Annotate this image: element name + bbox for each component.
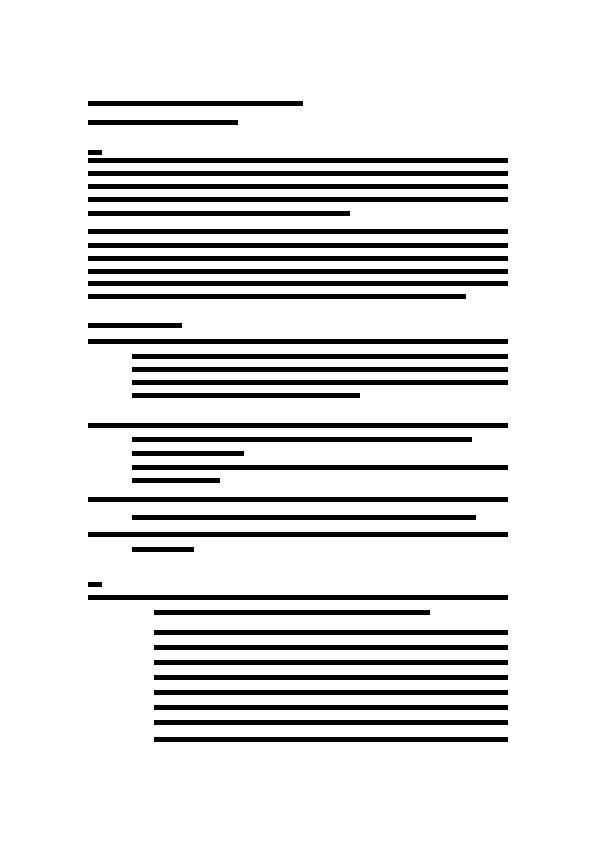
list-item-line — [132, 515, 476, 520]
text-line — [88, 211, 350, 216]
section-3 — [88, 582, 508, 742]
text-line — [154, 737, 508, 742]
section-heading — [88, 323, 182, 328]
text-line — [154, 610, 430, 615]
list-item-line — [132, 451, 244, 456]
text-line — [88, 269, 508, 274]
list-item-line — [88, 423, 508, 428]
list-item-line — [132, 547, 194, 552]
text-line — [88, 294, 466, 299]
list-item-line — [132, 437, 472, 442]
section-heading — [88, 582, 102, 587]
text-line — [154, 690, 508, 695]
text-line — [88, 197, 508, 202]
list-item-line — [132, 393, 360, 398]
header-block — [88, 101, 303, 125]
text-line — [154, 660, 508, 665]
list-item-line — [132, 465, 508, 470]
header-line — [88, 101, 303, 106]
list-item-line — [132, 367, 508, 372]
text-line — [88, 171, 508, 176]
text-line — [88, 595, 508, 600]
section-2 — [88, 323, 508, 552]
text-line — [154, 645, 508, 650]
section-1 — [88, 150, 508, 299]
section-heading — [88, 150, 102, 155]
list-item-line — [132, 380, 508, 385]
text-line — [154, 720, 508, 725]
list-item-line — [88, 497, 508, 502]
text-line — [88, 158, 508, 163]
text-line — [88, 229, 508, 234]
header-line — [88, 120, 238, 125]
list-item-line — [132, 354, 508, 359]
text-line — [88, 184, 508, 189]
text-line — [88, 256, 508, 261]
text-line — [154, 630, 508, 635]
text-line — [88, 243, 508, 248]
text-line — [154, 705, 508, 710]
list-item-line — [88, 532, 508, 537]
list-item-line — [132, 478, 220, 483]
text-line — [88, 281, 508, 286]
list-item-line — [88, 339, 508, 344]
text-line — [154, 675, 508, 680]
